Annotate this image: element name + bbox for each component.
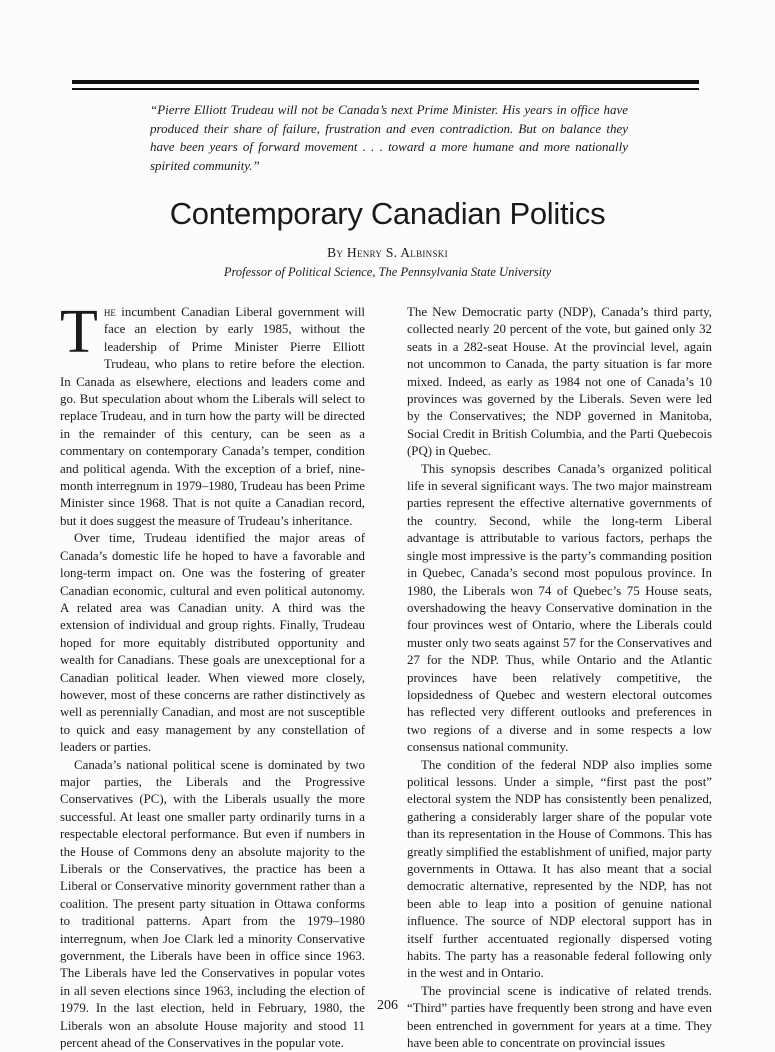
epigraph-quote: “Pierre Elliott Trudeau will not be Canada’s next Prime Minister. His years in office have produced their share of failure, frustration and even contradiction. But on balance they have been years of forward movement . . . toward a more humane and more nationally spirited community.” [150, 102, 628, 173]
author-byline: By Henry S. Albinski [327, 245, 448, 260]
article-title: Contemporary Canadian Politics [169, 196, 606, 231]
paragraph: The condition of the federal NDP also implies some political lessons. Under a simple, “first past the post” electoral system the NDP has consistently been penalized, gathering a considerably larger share of the popular vote than its representation in the House of Commons. This has greatly simplified the establishment of unified, major party governments in Ottawa. It has also meant that a social democratic alternative, represented by the NDP, has not been able to leap into a position of genuine national influence. The source of NDP electoral support has in itself further accentuated regionally dispersed voting habits. The party has a reasonable federal following only in the west and in Ontario. [407, 757, 712, 981]
paragraph: The provincial scene is indicative of related trends. “Third” parties have frequently been strong and have even been entrenched in government for years at a time. They have been able to concentrate on provincial issues [407, 983, 712, 1051]
paragraph: Over time, Trudeau identified the major areas of Canada’s domestic life he hoped to have a favorable and long-term impact on. One was the fostering of greater Canadian economic, cultural and even political autonomy. A related area was Canadian unity. A third was the extension of individual and group rights. Finally, Trudeau hoped for more equitably distributed opportunity and wealth for Canadians. These goals are unexceptional for a Canadian political leader. When viewed more closely, however, most of these concerns are rather distinctively as well as perennially Canadian, and most are not susceptible to quick and easy management by any constellation of leaders or parties. [60, 531, 365, 755]
header-rule-thick [72, 80, 699, 84]
right-column [407, 304, 712, 1052]
paragraph: The New Democratic party (NDP), Canada’s third party, collected nearly 20 percent of the vote, but gained only 32 seats in a 282-seat House. At the provincial level, again not uncommon to Canada, the party situation is far more mixed. Indeed, as early as 1984 not one of Canada’s 10 provinces was governed by the Liberals. Seven were led by the Conservatives; the NDP governed in Manitoba, Social Credit in British Columbia, and the Parti Quebecois (PQ) in Quebec. [407, 305, 712, 459]
drop-cap: T [60, 298, 98, 366]
left-column [60, 298, 365, 1052]
header-rule-thin [72, 88, 699, 90]
paragraph: Canada’s national political scene is dominated by two major parties, the Liberals and the Progressive Conservatives (PC), with the Liberals usually the more successful. At least one smaller party ordinarily turns in a respectable electoral performance. But even if numbers in the House of Commons deny an absolute majority to the Liberals or the Conservatives, the practice has been a Liberal or Conservative minority government rather than a coalition. The present party situation in Ottawa conforms to traditional patterns. Apart from the 1979–1980 interregnum, when Joe Clark led a minority Conservative government, the Liberals have been in office since 1963. The Liberals have led the Conservatives in popular votes in all seven elections since 1963, including the election of 1979. In the last election, held in February, 1980, the Liberals won an absolute House majority and stood 11 percent ahead of the Conservatives in the popular vote. [60, 757, 365, 1051]
lead-smallcaps: he [103, 305, 116, 319]
paragraph-text: incumbent Canadian Liberal government will face an election by early 1985, without the leadership of Prime Minister Pierre Elliott Trudeau, who plans to retire before the election. In Canada as elsewhere, elections and leaders come and go. But speculation about whom the Liberals will select to replace Trudeau, and in turn how the party will be directed in the remainder of this century, can be seen as a commentary on contemporary Canada’s temper, condition and political agenda. With the exception of a brief, nine-month interregnum in 1979–1980, Trudeau has been Prime Minister since 1968. That is not quite a Canadian record, but it does suggest the measure of Trudeau’s inheritance. [60, 305, 365, 528]
paragraph: This synopsis describes Canada’s organized political life in several significant ways. The two major mainstream parties represent the effective alternative governments of the country. Second, while the long-term Liberal advantage is attributable to various factors, perhaps the single most impressive is the party’s commanding position in Quebec, Canada’s second most populous province. In 1980, the Liberals won 74 of Quebec’s 75 House seats, overshadowing the heavy Conservative domination in the four provinces west of Ontario, where the Liberals could muster only two seats against 57 for the Conservatives and 27 for the NDP. Thus, while Ontario and the Atlantic provinces have been relatively competitive, the lopsidedness of Quebec and western electoral outcomes has reflected very different outlooks and preferences in two regions of a diverse and in some respects a low consensus national community. [407, 461, 712, 755]
author-affiliation: Professor of Political Science, The Pennsylvania State University [223, 265, 552, 279]
paragraph [60, 298, 365, 530]
page-number: 206 [377, 998, 398, 1013]
